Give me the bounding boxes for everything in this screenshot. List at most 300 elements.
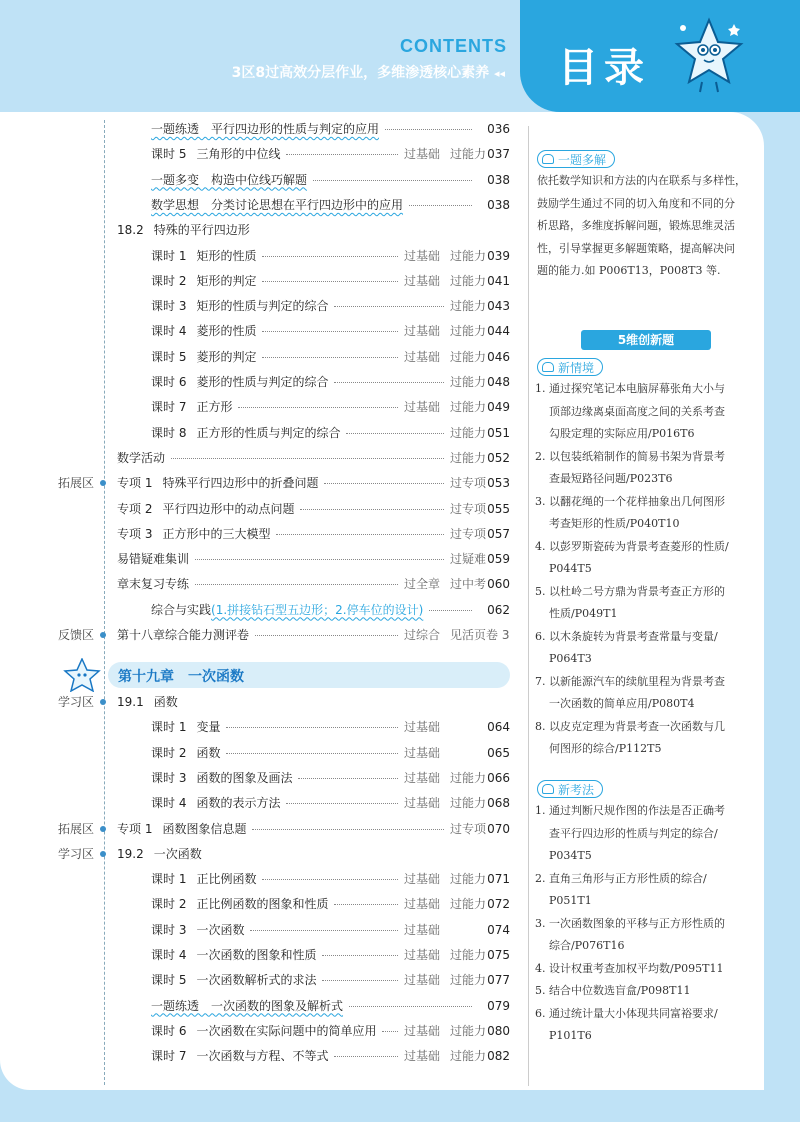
- leader-dots: [349, 1006, 472, 1007]
- toc-row[interactable]: [0, 997, 520, 1015]
- toc-level-tag: 过基础: [404, 770, 441, 785]
- leader-dots: [429, 610, 472, 611]
- new-exam-list: [535, 800, 750, 1048]
- toc-entry-title: 正方形: [196, 400, 233, 415]
- toc-level-tag: 过能力: [450, 324, 487, 339]
- toc-zone-label: 学习区: [58, 846, 95, 861]
- toc-level-tag: 过能力: [450, 1023, 487, 1038]
- list-item-line: P101T6: [549, 1029, 592, 1042]
- toc-row[interactable]: [0, 525, 520, 543]
- toc-level-tag: 过能力: [450, 897, 487, 912]
- leader-dots: [262, 281, 398, 282]
- toc-row[interactable]: [0, 769, 520, 787]
- toc-level-tag: 过专项: [450, 526, 487, 541]
- list-item: [535, 1003, 750, 1048]
- toc-entry-title: 一题练透 平行四边形的性质与判定的应用: [151, 122, 380, 136]
- toc-row[interactable]: [0, 500, 520, 518]
- leader-dots: [262, 357, 398, 358]
- toc-entry-number: 课时 8: [151, 425, 187, 440]
- toc-row[interactable]: [0, 820, 520, 838]
- list-item-line: 考查矩形的性质/P040T10: [549, 517, 680, 530]
- multi-solution-line: 鼓励学生通过不同的切入角度和不同的分: [537, 196, 735, 210]
- toc-entry-number: 课时 3: [151, 770, 187, 785]
- toc-level-tag: 过基础: [404, 1049, 441, 1064]
- leader-dots: [300, 509, 444, 510]
- toc-entry-title: 变量: [196, 720, 221, 735]
- list-item-line: P064T3: [549, 652, 592, 665]
- toc-level-tag: 过基础: [404, 147, 441, 162]
- toc-level-tag: 过综合: [404, 628, 441, 642]
- toc-entry-title: 一次函数与方程、不等式: [196, 1049, 329, 1064]
- contents-paper: [0, 112, 764, 1090]
- toc-entry: [151, 895, 328, 913]
- toc-level-tag: 见活页卷 3: [450, 628, 510, 642]
- toc-level-tag: 过中考: [450, 577, 487, 592]
- toc-entry-title: 菱形的性质与判定的综合: [196, 375, 329, 389]
- new-context-list: [535, 378, 750, 761]
- toc-row[interactable]: [0, 1022, 520, 1040]
- multi-solution-line: 依托数学知识和方法的内在联系与多样性，: [537, 174, 746, 187]
- toc-page-number: 049: [487, 400, 510, 415]
- toc-row[interactable]: [0, 297, 520, 315]
- star-mascot-icon: [58, 658, 106, 692]
- toc-entry: [151, 718, 220, 736]
- list-item-number: 1.: [535, 382, 546, 395]
- toc-entry: [151, 794, 280, 812]
- leader-dots: [252, 829, 444, 830]
- toc-zone-label: 反馈区: [58, 628, 95, 642]
- toc-entry-title: 矩形的判定: [196, 273, 257, 288]
- toc-zone-label: 学习区: [58, 695, 95, 709]
- toc-entry: [117, 221, 250, 239]
- toc-entry: [151, 971, 316, 989]
- toc-page-number: 065: [487, 745, 510, 760]
- toc-entry: [151, 1047, 328, 1065]
- toc-entry-title: 特殊平行四边形中的折叠问题: [162, 476, 319, 491]
- timeline-dot-icon: [100, 699, 106, 705]
- toc-entry-title: 一次函数在实际问题中的简单应用: [196, 1023, 377, 1038]
- list-item: [535, 980, 750, 1003]
- toc-row[interactable]: [0, 322, 520, 340]
- toc-entry-title: 一次函数解析式的求法: [196, 973, 317, 988]
- list-item: [535, 868, 750, 913]
- toc-row[interactable]: [0, 971, 520, 989]
- leader-dots: [171, 458, 444, 459]
- toc-row[interactable]: [0, 196, 520, 214]
- toc-entry-number: 课时 6: [151, 1023, 187, 1038]
- toc-level-tag: 过专项: [450, 821, 487, 836]
- toc-page-number: 038: [487, 197, 510, 212]
- toc-entry: [151, 870, 256, 888]
- leader-dots: [298, 778, 398, 779]
- leader-dots: [334, 306, 444, 307]
- toc-row[interactable]: [0, 626, 520, 644]
- toc-entry-number: 18.2: [117, 223, 144, 238]
- toc-entry-title: 函数: [153, 695, 178, 709]
- leader-dots: [409, 205, 472, 206]
- toc-entry-title: 矩形的性质: [196, 248, 257, 263]
- toc-page-number: 072: [487, 897, 510, 912]
- toc-level-tag: 过能力: [450, 375, 487, 389]
- toc-entry: [151, 946, 316, 964]
- toc-entry: [117, 626, 249, 644]
- toc-entry-title: 函数: [196, 745, 221, 760]
- leader-dots: [313, 180, 472, 181]
- toc-level-tag: 过基础: [404, 745, 441, 760]
- toc-page-number: 039: [487, 248, 510, 263]
- toc-entry: [117, 845, 202, 863]
- sidebar: [528, 126, 754, 1086]
- chat-bubble-icon: [542, 784, 554, 794]
- leader-dots: [262, 256, 398, 257]
- chapter-title: 第十九章 一次函数: [118, 669, 244, 685]
- timeline-dot-icon: [100, 480, 106, 486]
- toc-entry: [117, 500, 294, 518]
- toc-entry: [117, 474, 318, 492]
- toc-entry-title: 数学活动: [117, 450, 166, 465]
- toc-entry-title: 章末复习专练: [117, 577, 190, 592]
- toc-page-number: 077: [487, 973, 510, 988]
- leader-dots: [195, 584, 398, 585]
- toc-page-number: 071: [487, 872, 510, 887]
- list-item-line: 以皮克定理为背景考查一次函数与几: [549, 719, 725, 733]
- toc-entry: [151, 247, 256, 265]
- chapter-heading[interactable]: [58, 658, 510, 692]
- multi-solution-pill: [537, 150, 615, 168]
- toc-entry-number: 课时 7: [151, 400, 187, 415]
- toc-entry-number: 课时 5: [151, 349, 187, 364]
- toc-page-number: 074: [487, 922, 510, 937]
- leader-dots: [324, 483, 444, 484]
- toc-row[interactable]: [0, 348, 520, 366]
- toc-row[interactable]: [0, 718, 520, 736]
- toc-row[interactable]: [0, 120, 520, 138]
- leader-dots: [346, 433, 444, 434]
- leader-dots: [385, 129, 472, 130]
- leader-dots: [226, 753, 398, 754]
- toc-page-number: 036: [487, 122, 510, 136]
- list-item: [535, 671, 750, 716]
- toc-entry: [151, 145, 280, 163]
- list-item: [535, 716, 750, 761]
- multi-solution-line: 析思路，多维度拆解问题，锻炼思维灵活: [537, 219, 735, 232]
- toc-level-tag: 过全章: [404, 577, 441, 592]
- toc-level-tag: 过能力: [450, 349, 487, 364]
- toc-entry-number: 专项 1: [117, 476, 153, 491]
- list-item: [535, 491, 750, 536]
- list-item-line: 顶部边缘离桌面高度之间的关系考查: [549, 404, 725, 418]
- toc-row[interactable]: [0, 845, 520, 863]
- toc-entry: [151, 744, 220, 762]
- toc-row[interactable]: [0, 1047, 520, 1065]
- toc-page-number: 060: [487, 577, 510, 592]
- leader-dots: [238, 407, 398, 408]
- toc-page-number: 053: [487, 476, 510, 491]
- list-item-number: 4.: [535, 539, 546, 553]
- new-context-header: [537, 358, 603, 376]
- toc-entry-number: 19.2: [117, 846, 144, 861]
- toc-level-tag: 过能力: [450, 1049, 487, 1064]
- toc-level-tag: 过能力: [450, 299, 487, 314]
- toc-row[interactable]: [0, 601, 520, 619]
- toc-level-tag: 过能力: [450, 273, 487, 288]
- list-item-line: 通过探究笔记本电脑屏幕张角大小与: [549, 382, 725, 395]
- header: [0, 0, 800, 112]
- list-item-number: 3.: [535, 494, 546, 508]
- list-item-line: 直角三角形与正方形性质的综合/: [549, 871, 707, 885]
- multi-solution-line: 题的能力.如 P006T13，P008T3 等.: [537, 264, 721, 277]
- toc-entry: [151, 171, 307, 189]
- toc-entry-title: 一题练透 一次函数的图象及解析式: [151, 998, 344, 1013]
- toc-level-tag: 过能力: [450, 973, 487, 988]
- toc-row[interactable]: [0, 870, 520, 888]
- toc-entry: [151, 1022, 376, 1040]
- toc-entry-subtitle: (1.拼接钻石型五边形；2.停车位的设计): [211, 602, 424, 617]
- toc-level-tag: 过能力: [450, 948, 487, 962]
- toc-level-tag: 过专项: [450, 501, 487, 516]
- toc-entry-title: 一次函数: [196, 922, 245, 937]
- toc-entry: [151, 769, 292, 787]
- toc-page-number: 059: [487, 552, 510, 567]
- chat-bubble-icon: [542, 154, 554, 164]
- leader-dots: [322, 955, 398, 956]
- leader-dots: [286, 154, 398, 155]
- list-item-line: P034T5: [549, 849, 592, 862]
- toc-entry-title: 第十八章综合能力测评卷: [117, 628, 250, 642]
- toc-level-tag: 过基础: [404, 973, 441, 988]
- toc-level-tag: 过基础: [404, 349, 441, 364]
- list-item: [535, 378, 750, 446]
- toc-row[interactable]: [0, 575, 520, 593]
- list-item-number: 1.: [535, 804, 546, 817]
- list-item-line: 结合中位数选盲盒/P098T11: [549, 984, 691, 997]
- list-item-number: 6.: [535, 629, 546, 643]
- list-item-line: 综合/P076T16: [549, 939, 625, 952]
- toc-row[interactable]: [0, 145, 520, 163]
- list-item-number: 2.: [535, 449, 546, 463]
- toc-zone-label: 拓展区: [58, 476, 95, 491]
- toc-entry-number: 课时 4: [151, 796, 187, 811]
- leader-dots: [262, 331, 398, 332]
- toc-row[interactable]: [0, 895, 520, 913]
- toc-entry-number: 课时 6: [151, 375, 187, 389]
- toc-entry-title: 易错疑难集训: [117, 552, 190, 567]
- toc-entry: [151, 196, 403, 214]
- toc-page-number: 051: [487, 425, 510, 440]
- toc-entry-title: 正方形中的三大模型: [162, 526, 271, 541]
- toc-row[interactable]: [0, 373, 520, 391]
- toc-row[interactable]: [0, 550, 520, 568]
- list-item-line: 以木条旋转为背景考查常量与变量/: [549, 629, 718, 643]
- toc-level-tag: 过能力: [450, 450, 487, 465]
- multi-solution-header: [537, 150, 615, 168]
- list-item-line: 通过判断尺规作图的作法是否正确考: [549, 804, 725, 817]
- toc-entry: [151, 322, 256, 340]
- toc-row[interactable]: [0, 744, 520, 762]
- list-item-line: 以彭罗斯瓷砖为背景考查菱形的性质/: [549, 539, 729, 553]
- toc-page-number: 043: [487, 299, 510, 314]
- list-item-line: 以包装纸箱制作的简易书架为背景考: [549, 449, 725, 463]
- toc-level-tag: 过基础: [404, 273, 441, 288]
- list-item-line: 一次函数图象的平移与正方形性质的: [549, 916, 725, 930]
- list-item-number: 3.: [535, 916, 546, 930]
- leader-dots: [286, 803, 398, 804]
- toc-entry-title: 一题多变 构造中位线巧解题: [151, 172, 308, 187]
- toc-page-number: 062: [487, 602, 510, 617]
- toc-entry-number: 课时 3: [151, 922, 187, 937]
- new-context-pill: [537, 358, 603, 376]
- list-item-line: 何图形的综合/P112T5: [549, 742, 662, 755]
- toc-page-number: 038: [487, 172, 510, 187]
- toc-level-tag: 过基础: [404, 248, 441, 263]
- toc-page-number: 055: [487, 501, 510, 516]
- toc-level-tag: 过专项: [450, 476, 487, 491]
- leader-dots: [195, 559, 444, 560]
- list-item-line: 查平行四边形的性质与判定的综合/: [549, 826, 718, 840]
- toc-entry-title: 矩形的性质与判定的综合: [196, 299, 329, 314]
- list-item-number: 7.: [535, 674, 546, 688]
- toc-page-number: 064: [487, 720, 510, 735]
- leader-dots: [334, 1056, 398, 1057]
- toc-row[interactable]: [0, 171, 520, 189]
- leader-dots: [226, 727, 398, 728]
- timeline-dot-icon: [100, 632, 106, 638]
- toc-entry: [151, 120, 379, 138]
- list-item-number: 2.: [535, 871, 546, 885]
- toc-entry-number: 课时 1: [151, 872, 187, 887]
- list-item: [535, 913, 750, 958]
- star-mascot-icon: [674, 16, 744, 94]
- toc-row[interactable]: [0, 946, 520, 964]
- toc-row[interactable]: [0, 221, 520, 239]
- toc-entry: [117, 575, 189, 593]
- list-item-line: 性质/P049T1: [549, 607, 618, 620]
- toc-entry: [151, 373, 328, 391]
- timeline-dot-icon: [100, 851, 106, 857]
- toc-row[interactable]: [0, 794, 520, 812]
- toc-row[interactable]: [0, 247, 520, 265]
- toc-entry-number: 课时 2: [151, 745, 187, 760]
- toc-level-tag: 过能力: [450, 770, 487, 785]
- toc-level-tag: 过能力: [450, 796, 487, 811]
- leader-dots: [334, 904, 398, 905]
- toc-page-number: 075: [487, 948, 510, 962]
- innovation-banner: 5维创新题: [581, 330, 711, 350]
- toc-entry: [117, 820, 246, 838]
- list-item-line: 以杜岭二号方鼎为背景考查正方形的: [549, 584, 725, 598]
- toc-entry-number: 课时 5: [151, 147, 187, 162]
- toc-entry-number: 课时 2: [151, 897, 187, 912]
- list-item: [535, 800, 750, 868]
- toc-level-tag: 过能力: [450, 400, 487, 415]
- toc-page-number: 066: [487, 770, 510, 785]
- toc-row[interactable]: [0, 272, 520, 290]
- list-item-number: 4.: [535, 961, 546, 975]
- list-item: [535, 446, 750, 491]
- toc-page-number: 079: [487, 998, 510, 1013]
- toc-entry-title: 正方形的性质与判定的综合: [196, 425, 341, 440]
- list-item-line: 勾股定理的实际应用/P016T6: [549, 427, 695, 440]
- toc-level-tag: 过基础: [404, 1023, 441, 1038]
- list-item: [535, 581, 750, 626]
- toc-page-number: 037: [487, 147, 510, 162]
- toc-entry-number: 课时 5: [151, 973, 187, 988]
- toc-level-tag: 过基础: [404, 324, 441, 339]
- toc-row[interactable]: [0, 398, 520, 416]
- toc-row[interactable]: [0, 449, 520, 467]
- leader-dots: [250, 930, 398, 931]
- timeline-dot-icon: [100, 826, 106, 832]
- toc-page-number: 070: [487, 821, 510, 836]
- multi-solution-label: 一题多解: [558, 152, 607, 167]
- toc-entry-title: 函数的图象及画法: [196, 770, 293, 785]
- list-item-number: 5.: [535, 984, 546, 997]
- toc-entry: [151, 348, 256, 366]
- toc-level-tag: 过基础: [404, 922, 441, 937]
- toc-level-tag: 过基础: [404, 897, 441, 912]
- toc-entry-title: 一次函数: [153, 846, 202, 861]
- toc-entry-title: 正比例函数: [196, 872, 257, 887]
- new-exam-pill: [537, 780, 603, 798]
- toc-row[interactable]: [0, 921, 520, 939]
- toc-entry: [151, 297, 328, 315]
- list-item-line: 一次函数的简单应用/P080T4: [549, 697, 695, 710]
- toc-level-tag: 过基础: [404, 948, 441, 962]
- toc-entry-title: 三角形的中位线: [196, 147, 281, 162]
- double-arrow-icon: ◂◂: [493, 67, 505, 80]
- toc-entry-title: 平行四边形中的动点问题: [162, 501, 295, 516]
- leader-dots: [322, 980, 398, 981]
- toc-row[interactable]: [0, 693, 520, 711]
- toc-page-number: 046: [487, 349, 510, 364]
- toc-entry-number: 课时 1: [151, 720, 187, 735]
- new-context-label: 新情境: [558, 360, 595, 375]
- toc-entry-title: 函数图象信息题: [162, 821, 247, 836]
- contents-label: CONTENTS: [400, 36, 507, 56]
- toc-entry-title: 正比例函数的图象和性质: [196, 897, 329, 912]
- toc-level-tag: 过能力: [450, 425, 487, 440]
- toc-entry-title: 函数的表示方法: [196, 796, 281, 811]
- toc-level-tag: 过基础: [404, 796, 441, 811]
- toc-row[interactable]: [0, 424, 520, 442]
- toc-zone-label: 拓展区: [58, 821, 95, 836]
- list-item-line: 以翻花绳的一个花样抽象出几何图形: [549, 494, 725, 508]
- toc-entry-number: 专项 2: [117, 501, 153, 516]
- page-title: 目录: [558, 45, 650, 91]
- toc-level-tag: 过基础: [404, 720, 441, 735]
- toc-page-number: 082: [487, 1049, 510, 1064]
- toc-row[interactable]: [0, 474, 520, 492]
- toc-entry-title: 菱形的判定: [196, 349, 257, 364]
- new-exam-header: [537, 780, 603, 798]
- list-item-line: P044T5: [549, 562, 592, 575]
- toc-entry: [151, 601, 423, 619]
- subtitle-text: 3区8过高效分层作业，多维渗透核心素养: [231, 65, 490, 81]
- toc-entry: [117, 693, 178, 711]
- toc-level-tag: 过能力: [450, 147, 487, 162]
- toc-entry: [151, 997, 343, 1015]
- toc-entry-number: 课时 1: [151, 248, 187, 263]
- toc-entry: [117, 525, 270, 543]
- multi-solution-text: [537, 170, 751, 283]
- list-item-number: 5.: [535, 584, 546, 598]
- toc-page-number: 057: [487, 526, 510, 541]
- list-item: [535, 536, 750, 581]
- toc-entry-number: 19.1: [117, 695, 144, 709]
- leader-dots: [255, 635, 398, 636]
- toc-entry-title: 菱形的性质: [196, 324, 257, 339]
- list-item-line: P051T1: [549, 894, 592, 907]
